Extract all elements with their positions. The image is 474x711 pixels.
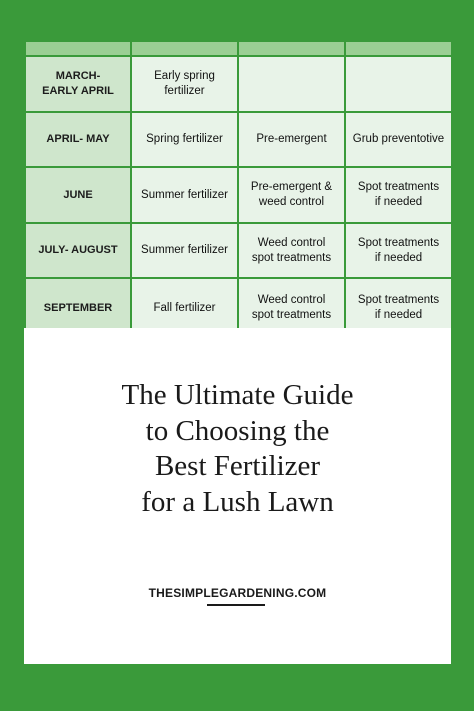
table-row [25,167,451,223]
table-row [25,223,451,278]
fertilizer-cell: Summer fertilizer [131,223,238,278]
month-cell: MARCH- EARLY APRIL [25,56,131,112]
extra-cell: Spot treatments if needed [345,223,451,278]
treatment-cell: Weed control spot treatments [238,223,345,278]
month-cell: JULY- AUGUST [25,223,131,278]
header-cell [25,41,131,56]
treatment-cell: Pre-emergent & weed control [238,167,345,223]
title-line: Best Fertilizer [154,450,321,482]
header-cell [238,41,345,56]
fertilizer-cell: Spring fertilizer [131,112,238,167]
treatment-cell [238,56,345,112]
month-cell: JUNE [25,167,131,223]
table-row [25,112,451,167]
fertilizer-schedule-table [24,40,451,328]
fertilizer-cell: Fall fertilizer [131,278,238,328]
fertilizer-cell: Early spring fertilizer [131,56,238,112]
title-line: to Choosing the [145,414,330,447]
title-line: for a Lush Lawn [141,485,334,518]
header-cell [131,41,238,56]
extra-cell: Spot treatments if needed [345,167,451,223]
extra-cell: Grub preventotive [345,112,451,167]
month-cell: SEPTEMBER [25,278,131,328]
extra-cell [345,56,451,112]
page-title [24,378,451,520]
table-row [25,278,451,328]
fertilizer-cell: Summer fertilizer [131,167,238,223]
treatment-cell: Weed control spot treatments [238,278,345,328]
extra-cell: Spot treatments if needed [345,278,451,328]
title-card [24,328,451,664]
title-line: The Ultimate Guide [121,379,354,411]
table-row [25,56,451,112]
table-header-row [25,41,451,56]
site-underline [207,604,265,606]
treatment-cell: Pre-emergent [238,112,345,167]
month-cell: APRIL- MAY [25,112,131,167]
site-link[interactable]: THESIMPLEGARDENING.COM [148,586,327,600]
header-cell [345,41,451,56]
